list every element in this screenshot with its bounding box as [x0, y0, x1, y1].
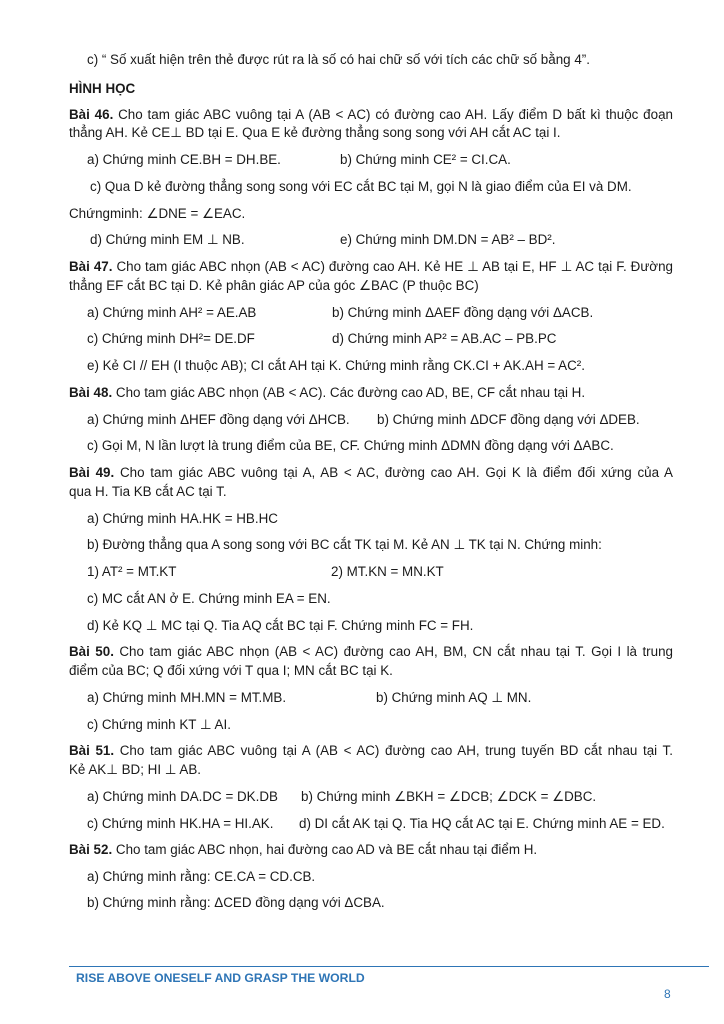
exercise-51-a: a) Chứng minh DA.DC = DK.DB — [87, 789, 278, 804]
exercise-47-label: Bài 47. — [69, 259, 113, 274]
exercise-46-a: a) Chứng minh CE.BH = DH.BE. — [87, 152, 281, 167]
exercise-48-a: a) Chứng minh ΔHEF đồng dạng với ΔHCB. — [87, 412, 350, 427]
exercise-48-c: c) Gọi M, N lần lượt là trung điểm của BE, CF. Chứng minh ΔDMN đồng dạng với ΔABC. — [87, 438, 614, 453]
exercise-51-text-2: Kẻ AK⊥ BD; HI ⊥ AB. — [69, 762, 201, 777]
exercise-49-b2: 2) MT.KN = MN.KT — [331, 564, 444, 579]
exercise-49-d: d) Kẻ KQ ⊥ MC tại Q. Tia AQ cắt BC tại F. Chứng minh FC = FH. — [87, 618, 474, 633]
exercise-50-c: c) Chứng minh KT ⊥ AI. — [87, 717, 231, 732]
exercise-51-c: c) Chứng minh HK.HA = HI.AK. — [87, 816, 274, 831]
exercise-52-statement — [69, 841, 537, 859]
exercise-49-label: Bài 49. — [69, 465, 115, 480]
section-heading: HÌNH HỌC — [69, 81, 136, 96]
exercise-50-b: b) Chứng minh AQ ⊥ MN. — [376, 690, 532, 705]
exercise-47-text-1: Cho tam giác ABC nhọn (AB < AC) đường cao AH. Kẻ HE ⊥ AB tại E, HF ⊥ AC tại F. Đường — [116, 259, 673, 274]
exercise-52-text-1: Cho tam giác ABC nhọn, hai đường cao AD và BE cắt nhau tại điểm H. — [115, 842, 538, 857]
exercise-46-label: Bài 46. — [69, 107, 114, 122]
exercise-46-e: e) Chứng minh DM.DN = AB² – BD². — [340, 232, 556, 247]
exercise-46-d: d) Chứng minh EM ⊥ NB. — [90, 232, 245, 247]
exercise-49-text-2: qua H. Tia KB cắt AC tại T. — [69, 484, 227, 499]
exercise-49-text-1: Cho tam giác ABC vuông tại A, AB < AC, đường cao AH. Gọi K là điểm đối xứng của A — [119, 465, 673, 480]
exercise-47-c: c) Chứng minh DH²= DE.DF — [87, 331, 255, 346]
exercise-50-statement — [69, 643, 673, 661]
exercise-46-c-cont: Chứngminh: ∠DNE = ∠EAC. — [69, 206, 246, 221]
exercise-47-statement — [69, 258, 673, 276]
exercise-48-label: Bài 48. — [69, 385, 113, 400]
exercise-47-text-2: thẳng EF cắt BC tại D. Kẻ phân giác AP của góc ∠BAC (P thuộc BC) — [69, 278, 479, 293]
exercise-50-text-1: Cho tam giác ABC nhọn (AB < AC) đường cao AH, BM, CN cắt nhau tại T. Gọi I là trung — [119, 644, 673, 659]
exercise-48-statement — [69, 384, 585, 402]
exercise-47-b: b) Chứng minh ΔAEF đồng dạng với ΔACB. — [332, 305, 594, 320]
exercise-46-b: b) Chứng minh CE² = CI.CA. — [340, 152, 511, 167]
exercise-51-statement — [69, 742, 673, 760]
footer-divider — [69, 966, 709, 967]
exercise-48-b: b) Chứng minh ΔDCF đồng dạng với ΔDEB. — [377, 412, 640, 427]
exercise-46-text-1: Cho tam giác ABC vuông tại A (AB < AC) có đường cao AH. Lấy điểm D bất kì thuộc đoạn — [118, 107, 673, 122]
footer-slogan: RISE ABOVE ONESELF AND GRASP THE WORLD — [76, 971, 365, 985]
exercise-51-text-1: Cho tam giác ABC vuông tại A (AB < AC) đường cao AH, trung tuyến BD cắt nhau tại T. — [119, 743, 673, 758]
exercise-50-a: a) Chứng minh MH.MN = MT.MB. — [87, 690, 287, 705]
exercise-52-b: b) Chứng minh rằng: ΔCED đồng dạng với ΔCBA. — [87, 895, 385, 910]
exercise-51-d: d) DI cắt AK tại Q. Tia HQ cắt AC tại E. Chứng minh AE = ED. — [299, 816, 665, 831]
exercise-49-c: c) MC cắt AN ở E. Chứng minh EA = EN. — [87, 591, 331, 606]
exercise-50-text-2: điểm của BC; Q đối xứng với T qua I; MN cắt BC tại K. — [69, 663, 393, 678]
exercise-46-statement — [69, 106, 673, 124]
exercise-49-a: a) Chứng minh HA.HK = HB.HC — [87, 511, 278, 526]
exercise-46-c: c) Qua D kẻ đường thẳng song song với EC cắt BC tại M, gọi N là giao điểm của EI và DM. — [90, 179, 632, 194]
exercise-49-b1: 1) AT² = MT.KT — [87, 564, 177, 579]
exercise-item-c: c) “ Số xuất hiện trên thẻ được rút ra là số có hai chữ số với tích các chữ số bằng 4”. — [87, 52, 590, 67]
exercise-46-text-2: thẳng AH. Kẻ CE⊥ BD tại E. Qua E kẻ đường thẳng song song với AH cắt AC tại I. — [69, 125, 561, 140]
exercise-51-label: Bài 51. — [69, 743, 115, 758]
exercise-52-a: a) Chứng minh rằng: CE.CA = CD.CB. — [87, 869, 316, 884]
exercise-49-statement — [69, 464, 673, 482]
exercise-51-b: b) Chứng minh ∠BKH = ∠DCB; ∠DCK = ∠DBC. — [301, 789, 597, 804]
exercise-48-text-1: Cho tam giác ABC nhọn (AB < AC). Các đường cao AD, BE, CF cắt nhau tại H. — [115, 385, 586, 400]
exercise-49-b: b) Đường thẳng qua A song song với BC cắt TK tại M. Kẻ AN ⊥ TK tại N. Chứng minh: — [87, 537, 602, 552]
exercise-47-d: d) Chứng minh AP² = AB.AC – PB.PC — [332, 331, 557, 346]
exercise-47-e: e) Kẻ CI // EH (I thuộc AB); CI cắt AH tại K. Chứng minh rằng CK.CI + AK.AH = AC². — [87, 358, 585, 373]
exercise-52-label: Bài 52. — [69, 842, 113, 857]
exercise-50-label: Bài 50. — [69, 644, 114, 659]
page-number: 8 — [664, 987, 671, 1001]
exercise-47-a: a) Chứng minh AH² = AE.AB — [87, 305, 257, 320]
